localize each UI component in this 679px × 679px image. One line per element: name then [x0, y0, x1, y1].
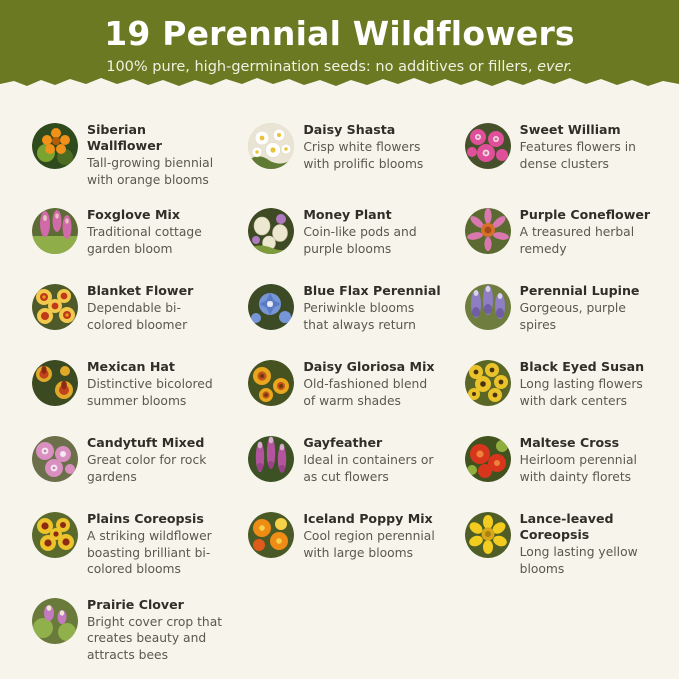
- item-description: A treasured herbal remedy: [519, 225, 635, 256]
- item-title: Perennial Lupine: [519, 283, 640, 298]
- flower-thumb-blanket-flower-icon: [32, 284, 78, 330]
- flower-thumb-perennial-lupine-icon: [465, 284, 511, 330]
- item-title: Mexican Hat: [87, 359, 175, 374]
- list-item: [451, 273, 661, 349]
- item-title: Blanket Flower: [87, 283, 194, 298]
- list-item: [18, 501, 228, 587]
- flower-thumb-foxglove-mix-icon: [32, 208, 78, 254]
- list-item: [18, 273, 228, 349]
- item-title: Siberian Wallflower: [87, 122, 162, 153]
- header-banner: [0, 0, 679, 92]
- list-item: [451, 425, 661, 501]
- item-title: Purple Coneflower: [519, 207, 651, 222]
- list-item: [234, 197, 444, 273]
- item-description: Ideal in containers or as cut flowers: [303, 453, 434, 484]
- wildflower-grid: [0, 104, 679, 672]
- item-description: Heirloom perennial with dainty florets: [519, 453, 637, 484]
- list-item: [18, 112, 228, 197]
- flower-thumb-mexican-hat-icon: [32, 360, 78, 406]
- list-item: [451, 501, 661, 587]
- page-subtitle: [0, 57, 679, 77]
- item-description: Tall-growing biennial with orange blooms: [87, 156, 214, 187]
- flower-thumb-money-plant-icon: [248, 208, 294, 254]
- item-title: Black Eyed Susan: [519, 359, 645, 374]
- list-item: [451, 197, 661, 273]
- item-description: Old-fashioned blend of warm shades: [303, 377, 428, 408]
- flower-thumb-black-eyed-susan-icon: [465, 360, 511, 406]
- list-item: [18, 425, 228, 501]
- item-description: Long lasting flowers with dark centers: [519, 377, 643, 408]
- item-description: A striking wildflower boasting brilliant bi-colored blooms: [87, 529, 212, 576]
- item-title: Money Plant: [303, 207, 392, 222]
- item-title: Daisy Gloriosa Mix: [303, 359, 435, 374]
- flower-thumb-prairie-clover-icon: [32, 598, 78, 644]
- item-title: Candytuft Mixed: [87, 435, 205, 450]
- list-item: [451, 112, 661, 197]
- item-description: Crisp white flowers with prolific blooms: [303, 140, 424, 171]
- list-item: [234, 425, 444, 501]
- list-item: [234, 112, 444, 197]
- item-title: Prairie Clover: [87, 596, 184, 612]
- item-title: Daisy Shasta: [303, 122, 396, 137]
- page-title: 19 Perennial Wildflowers: [104, 14, 575, 53]
- flower-thumb-plains-coreopsis-icon: [32, 512, 78, 558]
- list-item: [234, 501, 444, 587]
- item-description: Gorgeous, purple spires: [519, 301, 626, 332]
- item-title: Gayfeather: [303, 435, 383, 450]
- list-item: [18, 197, 228, 273]
- flower-thumb-lance-leaved-coreopsis-icon: [465, 512, 511, 558]
- item-description: Long lasting yellow blooms: [519, 545, 638, 576]
- subtitle-main: 100% pure, high-germination seeds: no additives or fillers,: [106, 59, 538, 75]
- subtitle-emphasis: ever.: [537, 59, 573, 75]
- flower-thumb-gayfeather-icon: [248, 436, 294, 482]
- flower-thumb-sweet-william-icon: [465, 123, 511, 169]
- item-description: Cool region perennial with large blooms: [303, 529, 435, 560]
- item-title: Foxglove Mix: [87, 207, 180, 222]
- item-title: Maltese Cross: [519, 435, 620, 450]
- flower-thumb-daisy-shasta-icon: [248, 123, 294, 169]
- item-description: Coin-like pods and purple blooms: [303, 225, 417, 256]
- torn-paper-edge-icon: [0, 75, 679, 92]
- flower-thumb-maltese-cross-icon: [465, 436, 511, 482]
- list-item: [18, 587, 228, 673]
- item-title: Blue Flax Perennial: [303, 283, 441, 298]
- item-description: Distinctive bicolored summer blooms: [87, 377, 213, 408]
- item-description: Dependable bi-colored bloomer: [87, 301, 188, 332]
- item-description: Features flowers in dense clusters: [519, 140, 636, 171]
- list-item: [234, 349, 444, 425]
- item-description: Bright cover crop that creates beauty and attracts bees: [87, 614, 223, 662]
- flower-thumb-iceland-poppy-icon: [248, 512, 294, 558]
- item-title: Sweet William: [519, 122, 621, 137]
- item-title: Lance-leaved Coreopsis: [519, 511, 614, 542]
- list-item: [18, 349, 228, 425]
- flower-thumb-siberian-wallflower-icon: [32, 123, 78, 169]
- list-item: [234, 273, 444, 349]
- item-description: Periwinkle blooms that always return: [303, 301, 416, 332]
- list-item: [451, 349, 661, 425]
- flower-thumb-blue-flax-icon: [248, 284, 294, 330]
- flower-thumb-candytuft-icon: [32, 436, 78, 482]
- item-title: Iceland Poppy Mix: [303, 511, 433, 526]
- item-description: Traditional cottage garden bloom: [87, 225, 202, 256]
- flower-thumb-daisy-gloriosa-icon: [248, 360, 294, 406]
- item-title: Plains Coreopsis: [87, 511, 204, 526]
- flower-thumb-purple-coneflower-icon: [465, 208, 511, 254]
- item-description: Great color for rock gardens: [87, 453, 207, 484]
